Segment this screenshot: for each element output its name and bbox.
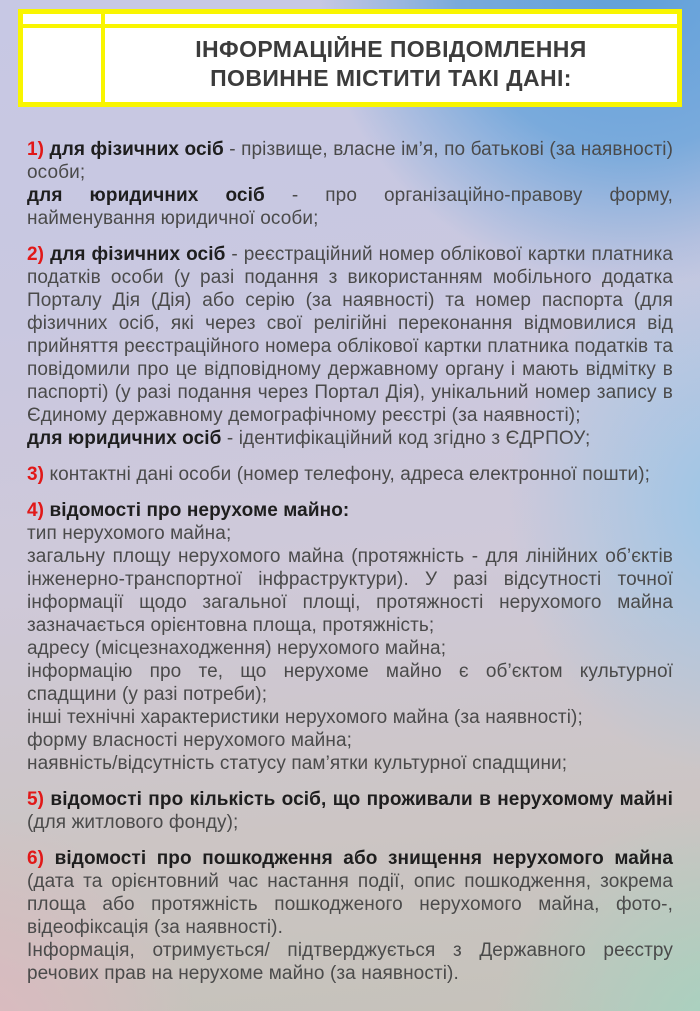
text-segment: - про організаційно-правову форму, найменування юридичної особи; [27, 185, 673, 229]
page-title-line1: ІНФОРМАЦІЙНЕ ПОВІДОМЛЕННЯ [195, 36, 587, 62]
header-cell-top-right [105, 14, 677, 24]
text-segment: відомості про кількість осіб, що проживали в нерухомому майні [44, 789, 673, 810]
item-4 [27, 499, 673, 775]
text-segment: контактні дані особи (номер телефону, адреса електронної пошти); [44, 464, 651, 485]
item-number: 5) [27, 789, 45, 810]
page-title [105, 28, 677, 102]
text-segment: відомості про нерухоме майно: [44, 500, 350, 521]
text-segment: тип нерухомого майна; [27, 523, 232, 544]
text-segment: для юридичних осіб [27, 185, 265, 206]
item-number: 2) [27, 244, 45, 265]
content [27, 138, 673, 998]
text-segment: - ідентифікаційний код згідно з ЄДРПОУ; [221, 428, 591, 449]
item-1 [27, 138, 673, 230]
page-title-line2: ПОВИННЕ МІСТИТИ ТАКІ ДАНІ: [210, 65, 572, 91]
text-segment: інші технічні характеристики нерухомого майна (за наявності); [27, 707, 583, 728]
text-segment: відомості про пошкодження або знищення нерухомого майна [44, 848, 673, 869]
text-segment: загальну площу нерухомого майна (протяжність - для лінійних об’єктів інженерно-транспортної інфраструктури). У разі відсутності точної інформації щодо загальної площі, протяжності нерухомого майна зазначається орієнтовна площа, протяжність; [27, 546, 673, 636]
text-segment: для фізичних осіб [44, 244, 226, 265]
header-table [18, 9, 682, 107]
item-6 [27, 847, 673, 985]
text-segment: (для житлового фонду); [27, 812, 239, 833]
text-segment: (дата та орієнтовний час настання події, опис пошкодження, зокрема площа або протяжність пошкодженого нерухомого майна, фото-, відеофіксація (за наявності). [27, 871, 673, 938]
item-3 [27, 463, 673, 486]
header [18, 9, 682, 107]
text-segment: інформацію про те, що нерухоме майно є об’єктом культурної спадщини (у разі потреби); [27, 661, 673, 705]
text-segment: для фізичних осіб [44, 139, 224, 160]
text-segment: наявність/відсутність статусу пам’ятки культурної спадщини; [27, 753, 568, 774]
text-segment: Інформація, отримується/ підтверджується з Державного реєстру речових прав на нерухоме майно (за наявності). [27, 940, 673, 984]
text-segment: форму власності нерухомого майна; [27, 730, 353, 751]
item-number: 4) [27, 500, 45, 521]
item-number: 3) [27, 464, 45, 485]
text-segment: - реєстраційний номер облікової картки платника податків особи (у разі подання з використанням мобільного додатка Порталу Дія (Дія) або серію (за наявності) та номер паспорта (для фізичних осіб, які через свої релігійні переконання відмовилися від прийняття реєстраційного номера облікової картки платника податків та повідомили про це відповідному державному органу і мають відмітку в паспорті) (у разі подання через Портал Дія), унікальний номер запису в Єдиному державному демографічному реєстрі (за наявності); [27, 244, 673, 426]
header-cell-side-left [23, 28, 101, 102]
item-2 [27, 243, 673, 450]
header-cell-top-left [23, 14, 101, 24]
item-number: 6) [27, 848, 45, 869]
item-5 [27, 788, 673, 834]
item-number: 1) [27, 139, 45, 160]
text-segment: - прізвище, власне ім’я, по батькові (за наявності) особи; [27, 139, 673, 183]
text-segment: для юридичних осіб [27, 428, 222, 449]
text-segment: адресу (місцезнаходження) нерухомого майна; [27, 638, 447, 659]
